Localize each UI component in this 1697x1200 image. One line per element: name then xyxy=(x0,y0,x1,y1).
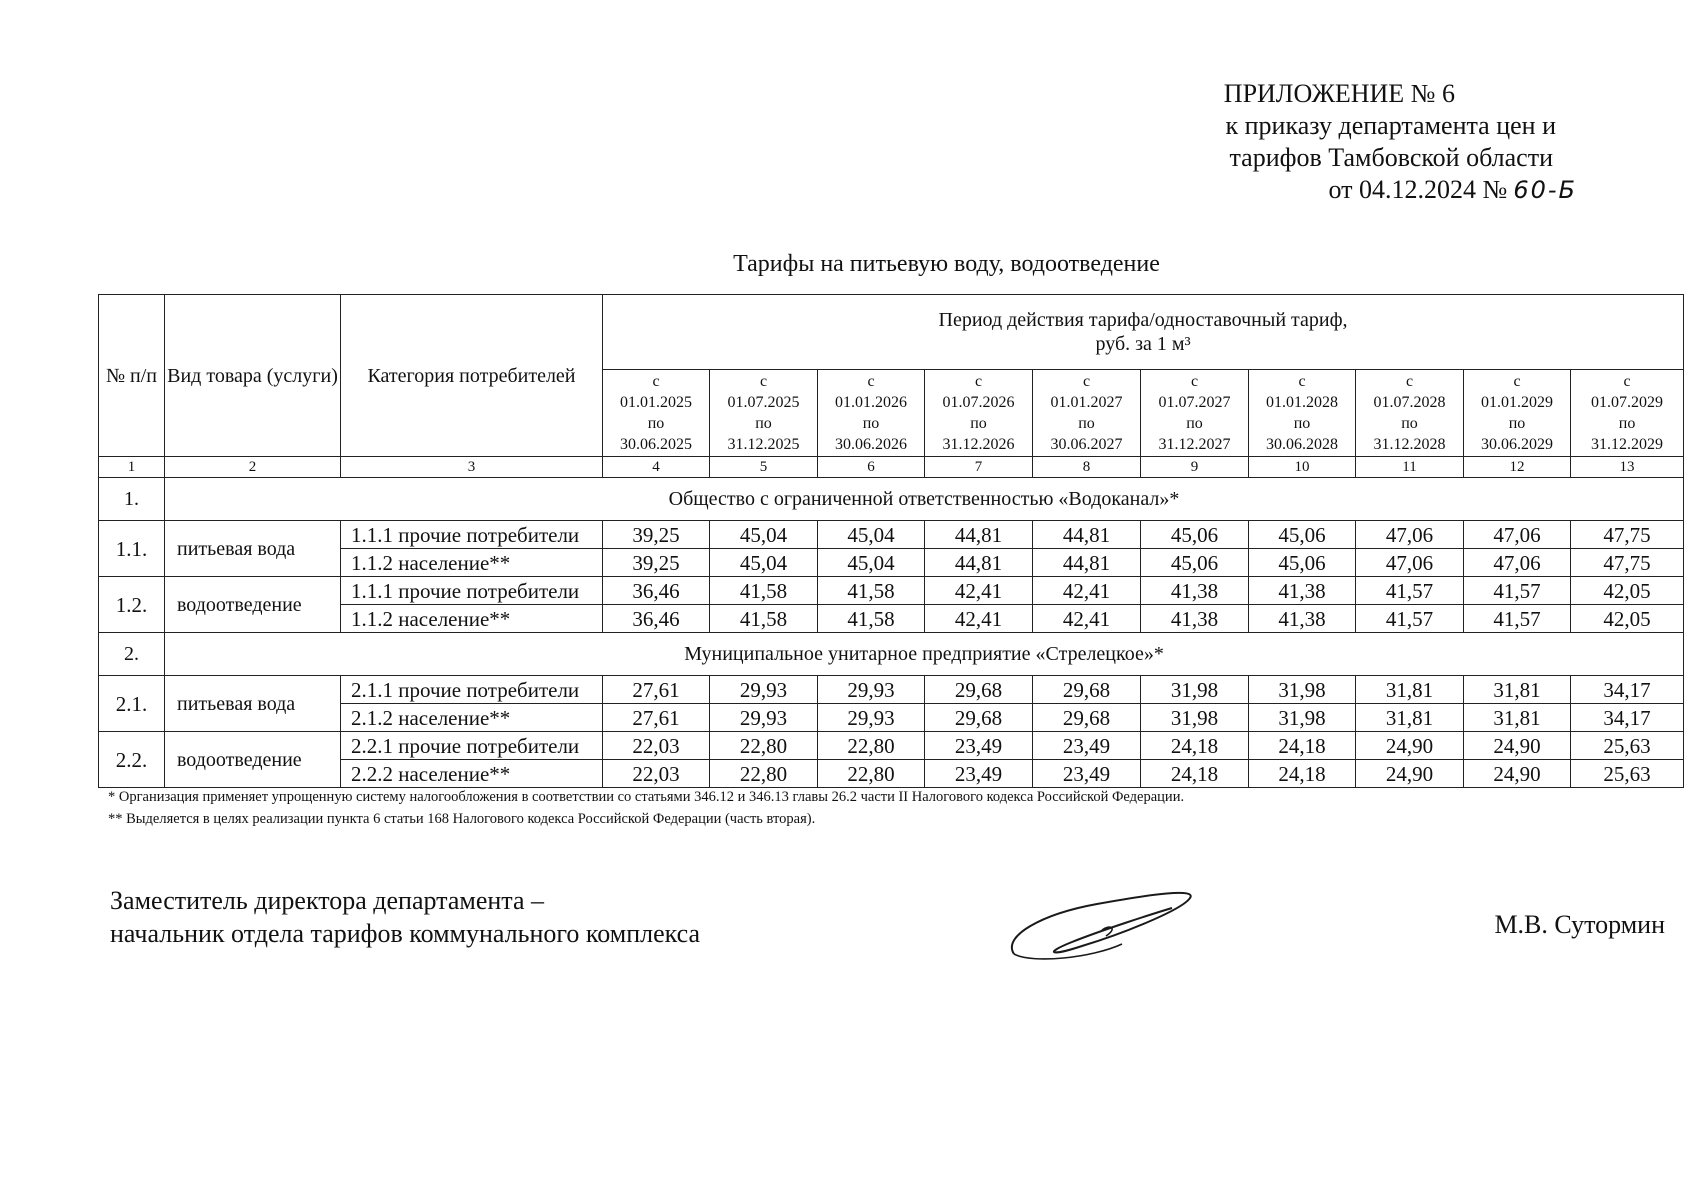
signer-title-line-1: Заместитель директора департамента – xyxy=(110,886,545,915)
table-row xyxy=(99,732,1684,760)
tariff-value: 25,63 xyxy=(1571,760,1684,788)
tariff-value: 39,25 xyxy=(603,549,710,577)
tariff-value: 45,06 xyxy=(1249,549,1356,577)
consumer-category: 2.1.2 население** xyxy=(341,704,603,732)
tariff-value: 45,06 xyxy=(1141,549,1249,577)
tariff-table-body xyxy=(99,478,1684,788)
table-row xyxy=(99,676,1684,704)
tariff-value: 24,90 xyxy=(1356,760,1464,788)
consumer-category: 1.1.2 население** xyxy=(341,549,603,577)
tariff-value: 44,81 xyxy=(925,521,1033,549)
column-number-row xyxy=(99,457,1684,478)
tariff-value: 27,61 xyxy=(603,704,710,732)
service-name: питьевая вода xyxy=(165,521,341,577)
tariff-value: 41,38 xyxy=(1141,577,1249,605)
tariff-value: 29,93 xyxy=(710,676,818,704)
tariff-value: 31,81 xyxy=(1356,704,1464,732)
tariff-value: 24,90 xyxy=(1356,732,1464,760)
tariff-value: 29,68 xyxy=(925,676,1033,704)
tariff-value: 41,57 xyxy=(1464,605,1571,633)
tariff-value: 44,81 xyxy=(1033,549,1141,577)
organization-row xyxy=(99,478,1684,521)
column-number-cell: 3 xyxy=(341,457,603,478)
appendix-number: ПРИЛОЖЕНИЕ № 6 xyxy=(1223,79,1455,108)
consumer-category: 1.1.2 население** xyxy=(341,605,603,633)
tariff-value: 47,06 xyxy=(1356,521,1464,549)
tariff-value: 22,80 xyxy=(818,760,925,788)
tariff-value: 41,38 xyxy=(1249,577,1356,605)
consumer-category: 1.1.1 прочие потребители xyxy=(341,521,603,549)
tariff-value: 31,98 xyxy=(1141,676,1249,704)
signer-name: М.В. Сутормин xyxy=(1494,910,1665,939)
handwritten-signature xyxy=(1002,884,1202,979)
tariff-value: 29,93 xyxy=(818,704,925,732)
consumer-category: 2.2.2 население** xyxy=(341,760,603,788)
period-header-cell: с 01.01.2026 по 30.06.2026 xyxy=(818,370,925,457)
tariff-value: 29,93 xyxy=(818,676,925,704)
appendix-date: от 04.12.2024 № xyxy=(1328,175,1508,204)
column-number-cell: 8 xyxy=(1033,457,1141,478)
tariff-value: 36,46 xyxy=(603,605,710,633)
tariff-value: 41,38 xyxy=(1141,605,1249,633)
handwritten-order-number: 60-Б xyxy=(1513,176,1577,204)
tariff-value: 31,98 xyxy=(1249,704,1356,732)
period-header-cell: с 01.01.2028 по 30.06.2028 xyxy=(1249,370,1356,457)
header-num: № п/п xyxy=(99,295,165,457)
tariff-value: 41,57 xyxy=(1464,577,1571,605)
tariff-value: 41,58 xyxy=(818,577,925,605)
tariff-value: 41,38 xyxy=(1249,605,1356,633)
tariff-value: 29,68 xyxy=(1033,676,1141,704)
appendix-department-line: тарифов Тамбовской области xyxy=(1229,143,1553,172)
tariff-value: 24,18 xyxy=(1141,760,1249,788)
tariff-value: 42,05 xyxy=(1571,605,1684,633)
footnote-1: * Организация применяет упрощенную систему налогообложения в соответствии со статьями 346.12 и 346.13 главы 26.2 части II Налогового кодекса Российской Федерации. xyxy=(108,789,1185,805)
tariff-value: 34,17 xyxy=(1571,704,1684,732)
footnote-2: ** Выделяется в целях реализации пункта 6 статьи 168 Налогового кодекса Российской Федерации (часть вторая). xyxy=(108,811,816,827)
organization-row xyxy=(99,633,1684,676)
tariff-value: 23,49 xyxy=(925,760,1033,788)
period-header-cell: с 01.07.2028 по 31.12.2028 xyxy=(1356,370,1464,457)
tariff-value: 24,18 xyxy=(1249,732,1356,760)
organization-name: Муниципальное унитарное предприятие «Стрелецкое»* xyxy=(165,633,1684,676)
tariff-value: 29,68 xyxy=(925,704,1033,732)
tariff-value: 45,06 xyxy=(1249,521,1356,549)
tariff-value: 41,57 xyxy=(1356,577,1464,605)
table-title xyxy=(0,251,1697,278)
tariff-value: 24,18 xyxy=(1249,760,1356,788)
appendix-order-line: к приказу департамента цен и xyxy=(1225,111,1556,140)
service-num: 2.2. xyxy=(99,732,165,788)
tariff-value: 45,04 xyxy=(710,549,818,577)
signer-title xyxy=(110,884,700,950)
column-number-cell: 4 xyxy=(603,457,710,478)
tariff-value: 24,18 xyxy=(1141,732,1249,760)
tariff-table xyxy=(98,294,1684,788)
tariff-value: 45,04 xyxy=(710,521,818,549)
tariff-value: 47,06 xyxy=(1356,549,1464,577)
tariff-value: 47,06 xyxy=(1464,549,1571,577)
tariff-value: 39,25 xyxy=(603,521,710,549)
column-number-cell: 11 xyxy=(1356,457,1464,478)
tariff-value: 41,58 xyxy=(710,605,818,633)
tariff-value: 47,75 xyxy=(1571,549,1684,577)
period-header-cell: с 01.07.2025 по 31.12.2025 xyxy=(710,370,818,457)
tariff-value: 22,80 xyxy=(710,760,818,788)
period-header-cell: с 01.01.2029 по 30.06.2029 xyxy=(1464,370,1571,457)
tariff-value: 24,90 xyxy=(1464,760,1571,788)
period-header-cell: с 01.07.2026 по 31.12.2026 xyxy=(925,370,1033,457)
signer-title-line-2: начальник отдела тарифов коммунального комплекса xyxy=(110,919,701,948)
tariff-value: 41,57 xyxy=(1356,605,1464,633)
appendix-date-line xyxy=(1224,174,1577,206)
tariff-value: 23,49 xyxy=(925,732,1033,760)
tariff-value: 31,81 xyxy=(1356,676,1464,704)
column-number-cell: 10 xyxy=(1249,457,1356,478)
organization-name: Общество с ограниченной ответственностью «Водоканал»* xyxy=(165,478,1684,521)
tariff-value: 25,63 xyxy=(1571,732,1684,760)
period-header-cell: с 01.07.2027 по 31.12.2027 xyxy=(1141,370,1249,457)
tariff-value: 31,81 xyxy=(1464,676,1571,704)
column-number-cell: 2 xyxy=(165,457,341,478)
header-period: Период действия тарифа/одноставочный тариф, руб. за 1 м³ xyxy=(603,295,1684,370)
tariff-value: 42,41 xyxy=(1033,605,1141,633)
consumer-category: 1.1.1 прочие потребители xyxy=(341,577,603,605)
service-name: питьевая вода xyxy=(165,676,341,732)
service-num: 2.1. xyxy=(99,676,165,732)
organization-num: 2. xyxy=(99,633,165,676)
table-title-text: Тарифы на питьевую воду, водоотведение xyxy=(733,251,1160,277)
footnotes xyxy=(108,786,1184,830)
tariff-value: 23,49 xyxy=(1033,732,1141,760)
tariff-value: 22,03 xyxy=(603,760,710,788)
column-number-cell: 1 xyxy=(99,457,165,478)
table-row xyxy=(99,577,1684,605)
consumer-category: 2.1.1 прочие потребители xyxy=(341,676,603,704)
tariff-value: 31,81 xyxy=(1464,704,1571,732)
service-name: водоотведение xyxy=(165,732,341,788)
tariff-value: 23,49 xyxy=(1033,760,1141,788)
tariff-value: 42,41 xyxy=(925,577,1033,605)
header-service: Вид товара (услуги) xyxy=(165,295,341,457)
tariff-value: 42,41 xyxy=(1033,577,1141,605)
tariff-value: 22,80 xyxy=(710,732,818,760)
period-header-cell: с 01.01.2025 по 30.06.2025 xyxy=(603,370,710,457)
tariff-value: 42,41 xyxy=(925,605,1033,633)
service-name: водоотведение xyxy=(165,577,341,633)
tariff-value: 22,80 xyxy=(818,732,925,760)
organization-num: 1. xyxy=(99,478,165,521)
tariff-value: 27,61 xyxy=(603,676,710,704)
header-category: Категория потребителей xyxy=(341,295,603,457)
tariff-value: 29,68 xyxy=(1033,704,1141,732)
period-header-cell: с 01.01.2027 по 30.06.2027 xyxy=(1033,370,1141,457)
column-number-cell: 7 xyxy=(925,457,1033,478)
service-num: 1.2. xyxy=(99,577,165,633)
tariff-value: 31,98 xyxy=(1141,704,1249,732)
tariff-value: 24,90 xyxy=(1464,732,1571,760)
tariff-value: 42,05 xyxy=(1571,577,1684,605)
tariff-value: 22,03 xyxy=(603,732,710,760)
tariff-value: 44,81 xyxy=(1033,521,1141,549)
tariff-value: 29,93 xyxy=(710,704,818,732)
tariff-value: 47,75 xyxy=(1571,521,1684,549)
period-header-cell: с 01.07.2029 по 31.12.2029 xyxy=(1571,370,1684,457)
column-number-cell: 9 xyxy=(1141,457,1249,478)
tariff-value: 45,06 xyxy=(1141,521,1249,549)
consumer-category: 2.2.1 прочие потребители xyxy=(341,732,603,760)
tariff-value: 36,46 xyxy=(603,577,710,605)
tariff-value: 34,17 xyxy=(1571,676,1684,704)
appendix-header xyxy=(1224,78,1577,206)
column-number-cell: 13 xyxy=(1571,457,1684,478)
column-number-cell: 5 xyxy=(710,457,818,478)
tariff-value: 41,58 xyxy=(818,605,925,633)
column-number-cell: 6 xyxy=(818,457,925,478)
tariff-value: 45,04 xyxy=(818,521,925,549)
table-row xyxy=(99,521,1684,549)
tariff-value: 44,81 xyxy=(925,549,1033,577)
tariff-value: 47,06 xyxy=(1464,521,1571,549)
column-number-cell: 12 xyxy=(1464,457,1571,478)
tariff-value: 41,58 xyxy=(710,577,818,605)
tariff-value: 31,98 xyxy=(1249,676,1356,704)
tariff-value: 45,04 xyxy=(818,549,925,577)
service-num: 1.1. xyxy=(99,521,165,577)
